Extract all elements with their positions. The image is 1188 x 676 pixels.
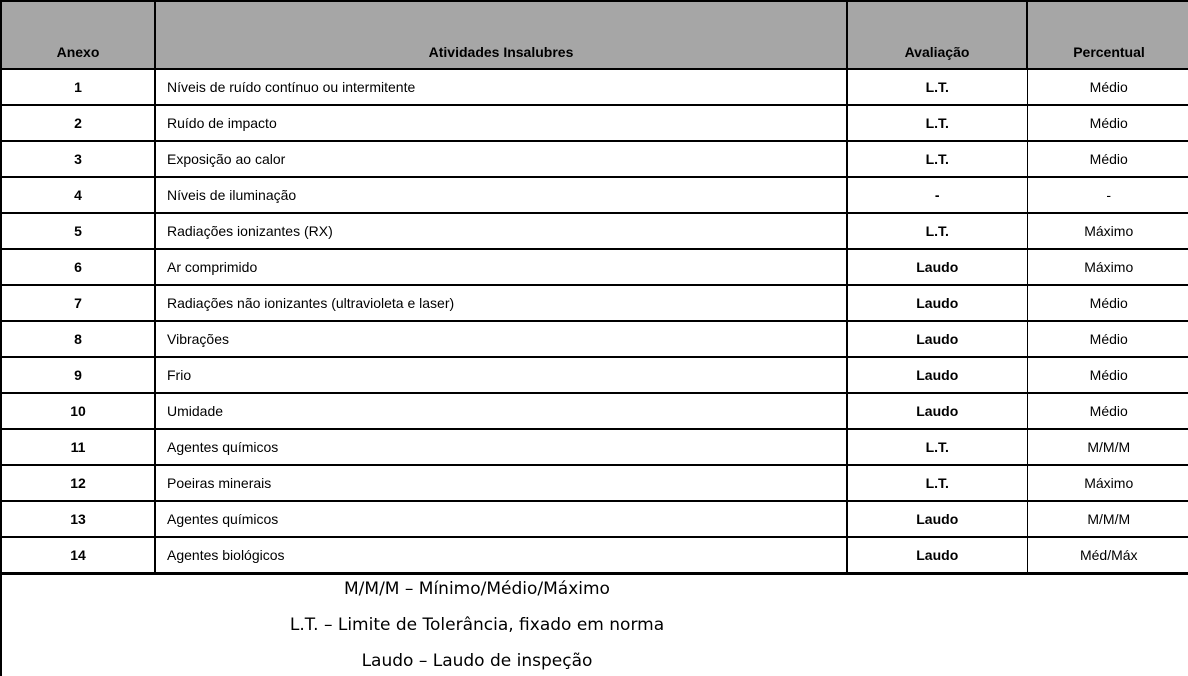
table-row <box>2 321 1188 357</box>
percentual-cell: M/M/M <box>1027 429 1188 465</box>
atividade-cell: Agentes químicos <box>155 429 847 465</box>
table-body <box>2 69 1188 574</box>
percentual-cell: Médio <box>1027 105 1188 141</box>
table-row <box>2 537 1188 574</box>
percentual-cell: - <box>1027 177 1188 213</box>
anexo-cell: 12 <box>2 465 155 501</box>
avaliacao-cell: L.T. <box>847 105 1027 141</box>
atividade-cell: Frio <box>155 357 847 393</box>
atividade-cell: Vibrações <box>155 321 847 357</box>
anexo-cell: 6 <box>2 249 155 285</box>
atividade-cell: Agentes biológicos <box>155 537 847 574</box>
legend-laudo: Laudo – Laudo de inspeção <box>361 651 593 671</box>
atividade-cell: Agentes químicos <box>155 501 847 537</box>
insalubrity-table <box>2 2 1188 575</box>
header-avaliacao: Avaliação <box>847 2 1027 69</box>
atividade-cell: Exposição ao calor <box>155 141 847 177</box>
avaliacao-cell: L.T. <box>847 141 1027 177</box>
anexo-cell: 5 <box>2 213 155 249</box>
atividade-cell: Umidade <box>155 393 847 429</box>
atividade-cell: Radiações não ionizantes (ultravioleta e laser) <box>155 285 847 321</box>
anexo-cell: 9 <box>2 357 155 393</box>
table-header-row <box>2 2 1188 69</box>
table-row <box>2 249 1188 285</box>
anexo-cell: 3 <box>2 141 155 177</box>
table-row <box>2 429 1188 465</box>
avaliacao-cell: L.T. <box>847 465 1027 501</box>
percentual-cell: M/M/M <box>1027 501 1188 537</box>
avaliacao-cell: Laudo <box>847 501 1027 537</box>
avaliacao-cell: Laudo <box>847 321 1027 357</box>
percentual-cell: Médio <box>1027 393 1188 429</box>
avaliacao-cell: Laudo <box>847 357 1027 393</box>
avaliacao-cell: Laudo <box>847 285 1027 321</box>
table-row <box>2 501 1188 537</box>
anexo-cell: 14 <box>2 537 155 574</box>
anexo-cell: 1 <box>2 69 155 105</box>
percentual-cell: Médio <box>1027 321 1188 357</box>
avaliacao-cell: Laudo <box>847 249 1027 285</box>
table-row <box>2 69 1188 105</box>
atividade-cell: Poeiras minerais <box>155 465 847 501</box>
table-row <box>2 285 1188 321</box>
table-row <box>2 393 1188 429</box>
atividade-cell: Níveis de iluminação <box>155 177 847 213</box>
avaliacao-cell: L.T. <box>847 69 1027 105</box>
avaliacao-cell: - <box>847 177 1027 213</box>
avaliacao-cell: Laudo <box>847 393 1027 429</box>
percentual-cell: Médio <box>1027 357 1188 393</box>
header-anexo: Anexo <box>2 2 155 69</box>
percentual-cell: Médio <box>1027 285 1188 321</box>
avaliacao-cell: Laudo <box>847 537 1027 574</box>
atividade-cell: Radiações ionizantes (RX) <box>155 213 847 249</box>
percentual-cell: Máximo <box>1027 249 1188 285</box>
anexo-cell: 2 <box>2 105 155 141</box>
table-row <box>2 177 1188 213</box>
legend-mmm: M/M/M – Mínimo/Médio/Máximo <box>344 579 610 599</box>
avaliacao-cell: L.T. <box>847 213 1027 249</box>
anexo-cell: 8 <box>2 321 155 357</box>
atividade-cell: Ruído de impacto <box>155 105 847 141</box>
header-atividades: Atividades Insalubres <box>155 2 847 69</box>
anexo-cell: 13 <box>2 501 155 537</box>
header-percentual: Percentual <box>1027 2 1188 69</box>
table-row <box>2 465 1188 501</box>
table-row <box>2 213 1188 249</box>
atividade-cell: Ar comprimido <box>155 249 847 285</box>
legend-lt: L.T. – Limite de Tolerância, fixado em norma <box>289 615 665 635</box>
percentual-cell: Máximo <box>1027 465 1188 501</box>
table-row <box>2 105 1188 141</box>
percentual-cell: Méd/Máx <box>1027 537 1188 574</box>
table-row <box>2 141 1188 177</box>
anexo-cell: 4 <box>2 177 155 213</box>
percentual-cell: Médio <box>1027 69 1188 105</box>
anexo-cell: 7 <box>2 285 155 321</box>
atividade-cell: Níveis de ruído contínuo ou intermitente <box>155 69 847 105</box>
anexo-cell: 11 <box>2 429 155 465</box>
anexo-cell: 10 <box>2 393 155 429</box>
table-row <box>2 357 1188 393</box>
percentual-cell: Médio <box>1027 141 1188 177</box>
avaliacao-cell: L.T. <box>847 429 1027 465</box>
percentual-cell: Máximo <box>1027 213 1188 249</box>
